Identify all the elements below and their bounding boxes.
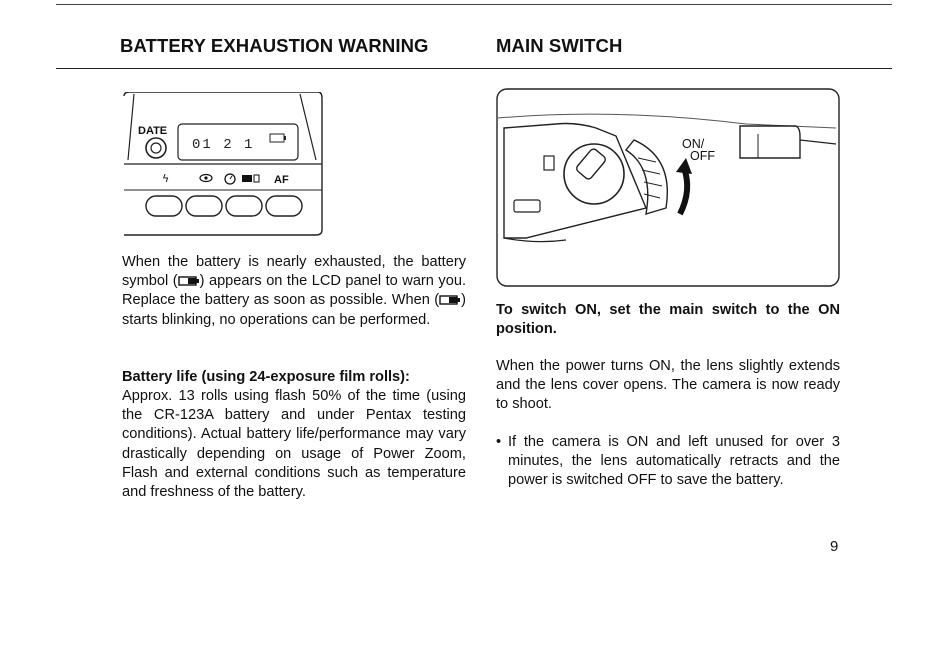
rotate-arrow-icon (680, 168, 687, 214)
power-on-text: When the power turns ON, the lens slightly extends and the lens cover opens. The camera is now ready to shoot. (496, 358, 840, 413)
battery-icon (270, 134, 286, 142)
main-switch-dial (626, 140, 667, 214)
top-rule (56, 4, 892, 5)
switch-label-on: ON/ (682, 137, 705, 151)
battery-symbol-icon (178, 275, 200, 287)
main-switch-illustration (496, 88, 840, 288)
lcd-panel-illustration (122, 92, 324, 236)
shutter-button-icon (740, 126, 800, 158)
header-rule (56, 68, 892, 69)
date-button-icon (146, 138, 166, 158)
indicator-lamp-icon (544, 156, 554, 170)
switch-label-off: OFF (690, 149, 715, 163)
switch-on-instruction: To switch ON, set the main switch to the ON position. (496, 302, 840, 338)
page-number: 9 (830, 538, 839, 555)
flash-icon: ϟ (162, 172, 170, 185)
battery-symbol-icon (439, 294, 461, 306)
lcd-buttons (146, 196, 302, 216)
self-timer-icon (225, 174, 235, 184)
af-label: AF (274, 174, 289, 186)
lcd-digits: 01 2 1 (192, 137, 255, 153)
battery-warning-text: When the battery is nearly exhausted, the battery symbol ( ) appears on the LCD panel to warn you. Replace the battery as soon as possible. When ( ) starts blinking, no operations can be performed. (122, 254, 466, 328)
heading-battery-warning: BATTERY EXHAUSTION WARNING (120, 35, 429, 56)
red-eye-icon (200, 175, 212, 182)
date-label: DATE (138, 125, 168, 137)
continuous-mode-icon (242, 175, 259, 182)
battery-life-title: Battery life (using 24-exposure film rolls): (122, 369, 410, 385)
auto-off-text: If the camera is ON and left unused for over 3 minutes, the lens automatically retracts and the power is switched OFF to save the battery. (508, 434, 840, 489)
auto-off-note (496, 433, 840, 491)
bullet-dot-icon: • (496, 434, 502, 450)
program-mode-icon (514, 200, 540, 212)
heading-main-switch: MAIN SWITCH (496, 35, 623, 56)
battery-life-text: Approx. 13 rolls using flash 50% of the time (using the CR-123A battery and under Pentax testing conditions). Actual battery life/performance may vary drastically depending on usage of Power Zoom, Flash and external conditions such as temperature and freshness of the battery. (122, 388, 466, 501)
